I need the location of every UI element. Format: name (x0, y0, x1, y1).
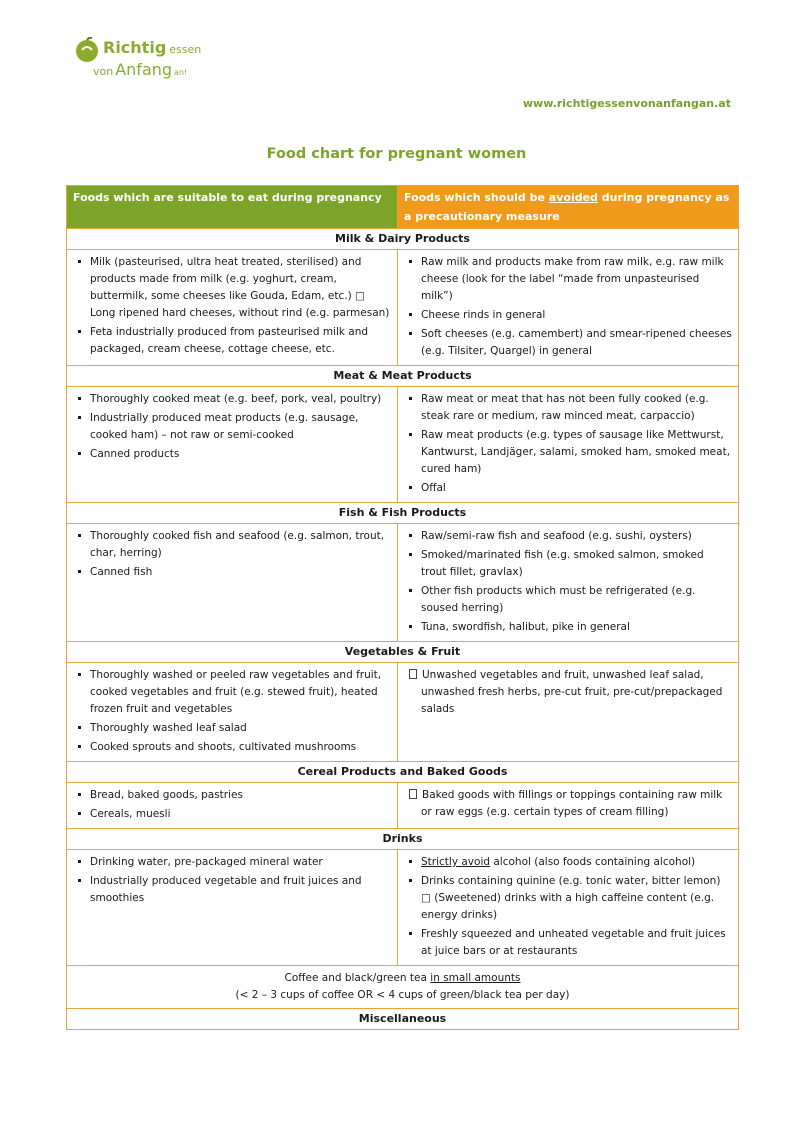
section-title-misc: Miscellaneous (67, 1009, 739, 1030)
list-item: Smoked/marinated fish (e.g. smoked salmon, smoked trout fillet, gravlax) (404, 547, 732, 581)
suitable-list-drinks (67, 850, 398, 966)
logo (74, 36, 264, 84)
suitable-list-vegetables (67, 663, 398, 762)
column-header-avoid: Foods which should be avoided during pregnancy as a precautionary measure (398, 186, 739, 229)
list-item: Thoroughly washed or peeled raw vegetables and fruit, cooked vegetables and fruit (e.g. stewed fruit), heated frozen fruit and vegetables (73, 667, 391, 718)
section-title-meat: Meat & Meat Products (67, 366, 739, 387)
table-row (67, 387, 739, 503)
avoid-list-fish (398, 524, 739, 642)
column-header-row (67, 186, 739, 229)
list-item: Cheese rinds in general (404, 307, 732, 324)
checkbox-glyph-icon (409, 669, 417, 679)
list-item: Industrially produced vegetable and fruit juices and smoothies (73, 873, 391, 907)
avoid-list-cereal (398, 783, 739, 829)
list-item: Raw meat products (e.g. types of sausage like Mettwurst, Kantwurst, Landjäger, salami, smoked ham, smoked meat, cured ham) (404, 427, 732, 478)
checkbox-glyph-icon (409, 789, 417, 799)
section-title-drinks: Drinks (67, 829, 739, 850)
list-item: Thoroughly washed leaf salad (73, 720, 391, 737)
list-item: Freshly squeezed and unheated vegetable and fruit juices at juice bars or at restaurants (404, 926, 732, 960)
suitable-list-milk (67, 250, 398, 366)
page-title: Food chart for pregnant women (266, 146, 527, 162)
list-item: Drinks containing quinine (e.g. tonic water, bitter lemon) □ (Sweetened) drinks with a high caffeine content (e.g. energy drinks) (404, 873, 732, 924)
list-item: Soft cheeses (e.g. camembert) and smear-ripened cheeses (e.g. Tilsiter, Quargel) in general (404, 326, 732, 360)
table-row (67, 966, 739, 1009)
list-item: Cooked sprouts and shoots, cultivated mushrooms (73, 739, 391, 756)
list-item: Thoroughly cooked fish and seafood (e.g. salmon, trout, char, herring) (73, 528, 391, 562)
list-item: Unwashed vegetables and fruit, unwashed leaf salad, unwashed fresh herbs, pre-cut fruit, pre-cut/prepackaged salads (404, 667, 732, 718)
list-item: Offal (404, 480, 732, 497)
list-item: Canned fish (73, 564, 391, 581)
table-row (67, 524, 739, 642)
list-item: Cereals, muesli (73, 806, 391, 823)
food-chart-table (66, 185, 739, 1030)
suitable-list-fish (67, 524, 398, 642)
list-item: Thoroughly cooked meat (e.g. beef, pork, veal, poultry) (73, 391, 391, 408)
section-title-fish: Fish & Fish Products (67, 503, 739, 524)
list-item: Raw/semi-raw fish and seafood (e.g. sushi, oysters) (404, 528, 732, 545)
column-header-suitable: Foods which are suitable to eat during pregnancy (67, 186, 398, 229)
section-title-cereal: Cereal Products and Baked Goods (67, 762, 739, 783)
list-item: Canned products (73, 446, 391, 463)
table-row (67, 783, 739, 829)
avoid-list-drinks (398, 850, 739, 966)
coffee-note: Coffee and black/green tea in small amounts (< 2 – 3 cups of coffee OR < 4 cups of green/black tea per day) (67, 966, 739, 1009)
list-item: Feta industrially produced from pasteurised milk and packaged, cream cheese, cottage cheese, etc. (73, 324, 391, 358)
list-item: Industrially produced meat products (e.g. sausage, cooked ham) – not raw or semi-cooked (73, 410, 391, 444)
suitable-list-cereal (67, 783, 398, 829)
list-item: Raw meat or meat that has not been fully cooked (e.g. steak rare or medium, raw minced meat, carpaccio) (404, 391, 732, 425)
website-url[interactable]: www.richtigessenvonanfangan.at (522, 97, 731, 110)
avoid-list-meat (398, 387, 739, 503)
logo-wordmark-bottom: von Anfang an! (93, 60, 188, 79)
list-item: Other fish products which must be refrigerated (e.g. soused herring) (404, 583, 732, 617)
list-item: Drinking water, pre-packaged mineral water (73, 854, 391, 871)
table-row (67, 250, 739, 366)
list-item: Milk (pasteurised, ultra heat treated, sterilised) and products made from milk (e.g. yoghurt, cream, buttermilk, some cheeses like Gouda, Edam, etc.) □ Long ripened hard cheeses, without rind (e.g. parmesan) (73, 254, 391, 322)
list-item: Strictly avoid alcohol (also foods containing alcohol) (404, 854, 732, 871)
table-row (67, 850, 739, 966)
list-item: Raw milk and products make from raw milk, e.g. raw milk cheese (look for the label “made from unpasteurised milk”) (404, 254, 732, 305)
section-title-milk: Milk & Dairy Products (67, 229, 739, 250)
avoid-list-milk (398, 250, 739, 366)
section-title-vegetables: Vegetables & Fruit (67, 642, 739, 663)
suitable-list-meat (67, 387, 398, 503)
list-item: Tuna, swordfish, halibut, pike in general (404, 619, 732, 636)
list-item: Baked goods with fillings or toppings containing raw milk or raw eggs (e.g. certain types of cream filling) (404, 787, 732, 821)
avoid-list-vegetables (398, 663, 739, 762)
logo-wordmark-top: Richtig essen (103, 38, 202, 57)
list-item: Bread, baked goods, pastries (73, 787, 391, 804)
table-row (67, 663, 739, 762)
